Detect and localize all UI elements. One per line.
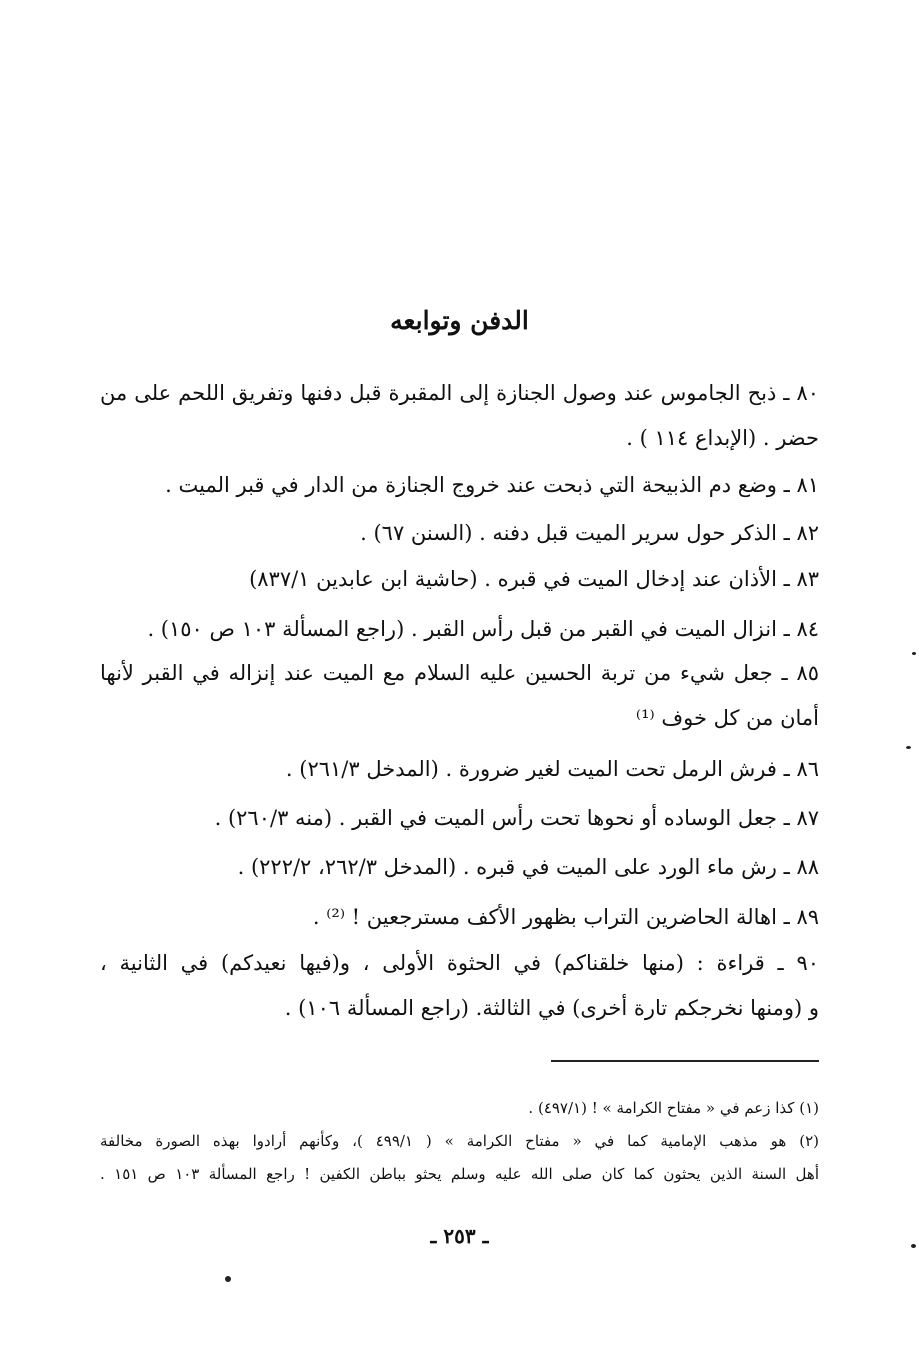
- scan-speck: [912, 652, 916, 655]
- footnote-1: (١) كذا زعم في « مفتاح الكرامة » ! (٤٩٧/١) .: [528, 1099, 819, 1117]
- scan-speck: [911, 1244, 916, 1248]
- footnote-2-line-2: أهل السنة الذين يحثون كما كان صلى الله عليه وسلم يحثو بباطن الكفين ! راجع المسألة ١٠٣ ص ١٥١ .: [100, 1165, 819, 1183]
- scan-speck: [225, 1276, 231, 1282]
- item-90-line-1: ٩٠ ـ قراءة : (منها خلقناكم) في الحثوة الأولى ، و(فيها نعيدكم) في الثانية ،: [100, 951, 819, 975]
- item-83: ٨٣ ـ الأذان عند إدخال الميت في قبره . (حاشية ابن عابدين ٨٣٧/١): [249, 567, 819, 591]
- item-85-line-1: ٨٥ ـ جعل شيء من تربة الحسين عليه السلام مع الميت عند إنزاله في القبر لأنها: [100, 661, 819, 685]
- item-87: ٨٧ ـ جعل الوساده أو نحوها تحت رأس الميت في القبر . (منه ٢٦٠/٣) .: [214, 806, 819, 830]
- item-90-line-2: و (ومنها نخرجكم تارة أخرى) في الثالثة. (راجع المسألة ١٠٦) .: [284, 996, 819, 1020]
- item-80-line-1: ٨٠ ـ ذبح الجاموس عند وصول الجنازة إلى المقبرة قبل دفنها وتفريق اللحم على من: [100, 381, 819, 405]
- section-heading: الدفن وتوابعه: [390, 306, 529, 335]
- scan-speck: [906, 746, 911, 749]
- item-80-line-2: حضر . (الإبداع ١١٤ ) .: [626, 426, 819, 450]
- footnote-divider: [551, 1060, 819, 1062]
- page-number: ـ ٢٥٣ ـ: [430, 1224, 489, 1248]
- item-86: ٨٦ ـ فرش الرمل تحت الميت لغير ضرورة . (المدخل ٢٦١/٣) .: [285, 757, 819, 781]
- item-82: ٨٢ ـ الذكر حول سرير الميت قبل دفنه . (السنن ٦٧) .: [360, 521, 819, 545]
- item-81: ٨١ ـ وضع دم الذبيحة التي ذبحت عند خروج الجنازة من الدار في قبر الميت .: [165, 473, 819, 497]
- footnote-2-line-1: (٢) هو مذهب الإمامية كما في « مفتاح الكرامة » ( ٤٩٩/١ )، وكأنهم أرادوا بهذه الصورة مخالفة: [100, 1132, 819, 1150]
- item-89: ٨٩ ـ اهالة الحاضرين التراب بظهور الأكف مسترجعين ! ⁽²⁾ .: [312, 905, 819, 929]
- item-85-line-2: أمان من كل خوف ⁽¹⁾: [635, 706, 819, 730]
- item-84: ٨٤ ـ انزال الميت في القبر من قبل رأس القبر . (راجع المسألة ١٠٣ ص ١٥٠) .: [147, 617, 819, 641]
- item-88: ٨٨ ـ رش ماء الورد على الميت في قبره . (المدخل ٢٦٢/٣، ٢٢٢/٢) .: [237, 855, 819, 879]
